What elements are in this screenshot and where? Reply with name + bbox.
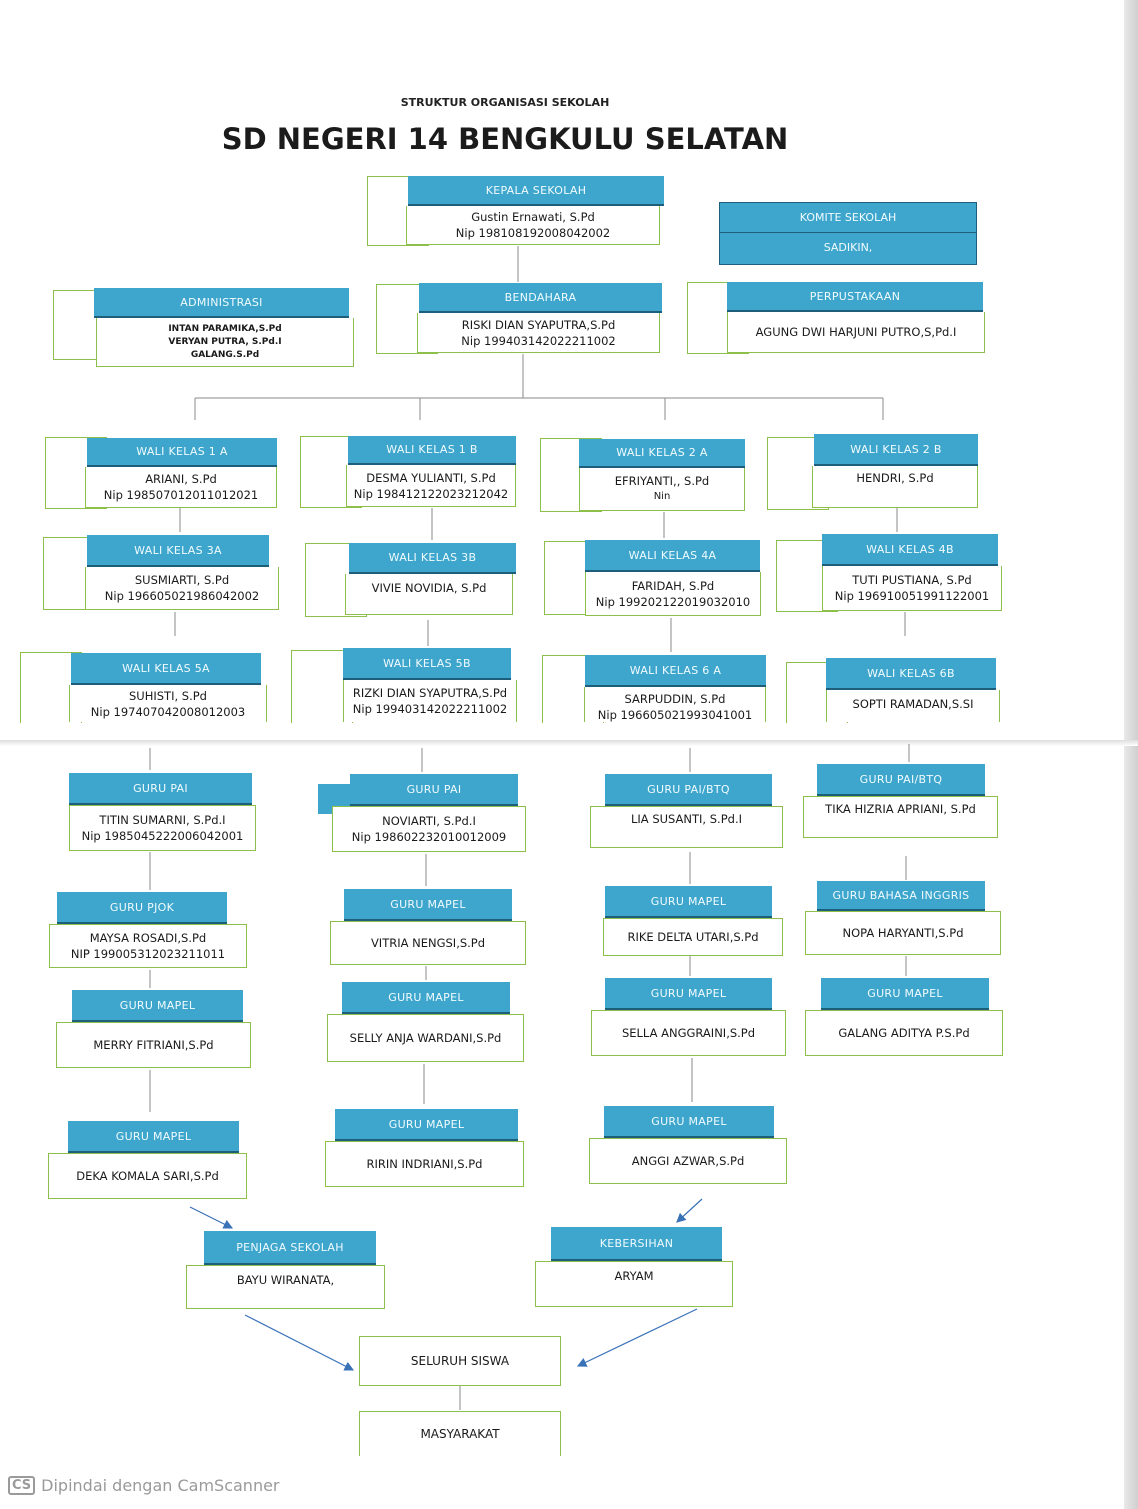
- role-label: WALI KELAS 3B: [349, 543, 516, 574]
- role-label: GURU MAPEL: [335, 1109, 518, 1141]
- role-label: WALI KELAS 1 A: [87, 438, 277, 467]
- person-name: RIKE DELTA UTARI,S.Pd: [627, 930, 759, 944]
- person-nip: Nip 196605021993041001: [597, 708, 753, 722]
- role-label: WALI KELAS 4B: [822, 534, 998, 566]
- person-nip: Nip 196605021986042002: [104, 589, 260, 603]
- person-nip: NIP 199005312023211011: [70, 947, 226, 961]
- person-name: VIVIE NOVIDIA, S.Pd: [371, 581, 487, 595]
- role-label: WALI KELAS 1 B: [348, 436, 516, 465]
- role-label: WALI KELAS 5B: [343, 648, 511, 680]
- person-name: RIZKI DIAN SYAPUTRA,S.Pd: [352, 686, 508, 700]
- role-label: GURU MAPEL: [821, 978, 989, 1010]
- person-name: SUSMIARTI, S.Pd: [134, 573, 230, 587]
- person-name: NOVIARTI, S.Pd.I: [382, 814, 476, 828]
- person-name: TITIN SUMARNI, S.Pd.I: [99, 813, 226, 827]
- person-nip: Nip 198602232010012009: [351, 830, 507, 844]
- watermark-text: Dipindai dengan CamScanner: [41, 1476, 280, 1495]
- person-nip: Nip 1985045222006042001: [81, 829, 244, 843]
- person-nip: Nip 199403142022211002: [352, 702, 508, 716]
- node-masyarakat: MASYARAKAT: [359, 1411, 561, 1456]
- person-name: MAYSA ROSADI,S.Pd: [89, 931, 207, 945]
- person-name: SUHISTI, S.Pd: [129, 688, 207, 703]
- role-label: GURU MAPEL: [344, 889, 512, 921]
- person-name: SADIKIN,: [823, 241, 873, 254]
- person-nip: Nip 196910051991122001: [834, 589, 990, 603]
- person-nip: Nip 199202122019032010: [595, 594, 751, 609]
- person-name: DESMA YULIANTI, S.Pd: [366, 470, 496, 485]
- role-label: GURU MAPEL: [604, 1106, 774, 1138]
- camscanner-logo-icon: CS: [8, 1476, 35, 1495]
- role-label: GURU BAHASA INGGRIS: [817, 881, 985, 911]
- role-label: GURU PAI: [350, 774, 518, 806]
- person-name: MERRY FITRIANI,S.Pd: [93, 1038, 214, 1052]
- school-title: SD NEGERI 14 BENGKULU SELATAN: [221, 122, 789, 156]
- node-komite-sekolah: [719, 202, 977, 265]
- person-name: FARIDAH, S.Pd: [631, 578, 715, 593]
- person-name: AGUNG DWI HARJUNI PUTRO,S,Pd.I: [755, 325, 957, 339]
- role-label: PERPUSTAKAAN: [727, 282, 983, 312]
- person-name: TIKA HIZRIA APRIANI, S.Pd: [825, 802, 976, 816]
- role-label: WALI KELAS 3A: [87, 535, 269, 567]
- person-nip: Nip 198108192008042002: [455, 226, 611, 240]
- person-name: SARPUDDIN, S.Pd: [624, 692, 726, 706]
- role-label: WALI KELAS 2 B: [814, 434, 978, 466]
- role-label: KOMITE SEKOLAH: [720, 203, 976, 233]
- person-name: Gustin Ernawati, S.Pd: [471, 210, 595, 224]
- role-label: WALI KELAS 6B: [826, 658, 996, 690]
- role-label: KEPALA SEKOLAH: [408, 176, 664, 206]
- role-label: WALI KELAS 5A: [71, 653, 261, 685]
- role-label: GURU PJOK: [57, 892, 227, 924]
- person-name: EFRIYANTI,, S.Pd: [614, 474, 710, 488]
- role-label: GURU PAI: [69, 773, 252, 805]
- person-name: VITRIA NENGSI,S.Pd: [370, 936, 486, 950]
- person-name: SELLA ANGGRAINI,S.Pd: [621, 1026, 756, 1040]
- person-name: NOPA HARYANTI,S.Pd: [842, 926, 964, 940]
- person-name: RISKI DIAN SYAPUTRA,S.Pd: [461, 317, 616, 332]
- role-label: GURU PAI/BTQ: [817, 764, 985, 796]
- role-label: GURU MAPEL: [605, 886, 772, 918]
- role-label: GURU MAPEL: [72, 990, 243, 1022]
- role-label: KEBERSIHAN: [551, 1227, 722, 1261]
- role-label: BENDAHARA: [419, 283, 662, 313]
- chart-subtitle: STRUKTUR ORGANISASI SEKOLAH: [400, 96, 610, 109]
- person-name: LIA SUSANTI, S.Pd.I: [631, 812, 742, 826]
- role-label: WALI KELAS 6 A: [585, 655, 766, 687]
- person-name: SELLY ANJA WARDANI,S.Pd: [349, 1031, 502, 1045]
- person-name: HENDRI, S.Pd: [856, 471, 934, 485]
- person-name: GALANG ADITYA P.S.Pd: [838, 1026, 970, 1040]
- role-label: WALI KELAS 2 A: [579, 439, 745, 468]
- person-name: DEKA KOMALA SARI,S.Pd: [76, 1169, 219, 1183]
- person-nip: Nip 199403142022211002: [461, 333, 616, 348]
- node-seluruh-siswa: SELURUH SISWA: [359, 1336, 561, 1386]
- role-label: WALI KELAS 4A: [585, 540, 760, 572]
- person-name: GALANG.S.Pd: [190, 349, 260, 360]
- person-nip: Nin: [653, 491, 671, 502]
- person-nip: Nip 198507012011012021: [103, 488, 259, 502]
- person-name: ARIANI, S.Pd: [145, 472, 217, 486]
- person-name: BAYU WIRANATA,: [236, 1273, 335, 1287]
- person-name: SOPTI RAMADAN,S.SI: [852, 697, 974, 711]
- role-label: GURU PAI/BTQ: [605, 774, 772, 806]
- role-label: GURU MAPEL: [342, 982, 510, 1014]
- person-name: ANGGI AZWAR,S.Pd: [631, 1154, 745, 1168]
- person-nip: Nip 197407042008012003: [90, 704, 246, 719]
- role-label: PENJAGA SEKOLAH: [204, 1231, 376, 1265]
- role-label: GURU MAPEL: [605, 978, 772, 1010]
- person-name: INTAN PARAMIKA,S.Pd: [168, 323, 282, 334]
- person-name: VERYAN PUTRA, S.Pd.I: [168, 336, 282, 347]
- role-label: ADMINISTRASI: [94, 288, 349, 318]
- role-label: GURU MAPEL: [68, 1121, 239, 1153]
- person-nip: Nip 198412122023212042: [353, 486, 509, 501]
- camscanner-watermark: [8, 1476, 280, 1495]
- person-name: RIRIN INDRIANI,S.Pd: [366, 1157, 483, 1171]
- person-name: TUTI PUSTIANA, S.Pd: [852, 573, 972, 587]
- person-name: ARYAM: [614, 1269, 654, 1283]
